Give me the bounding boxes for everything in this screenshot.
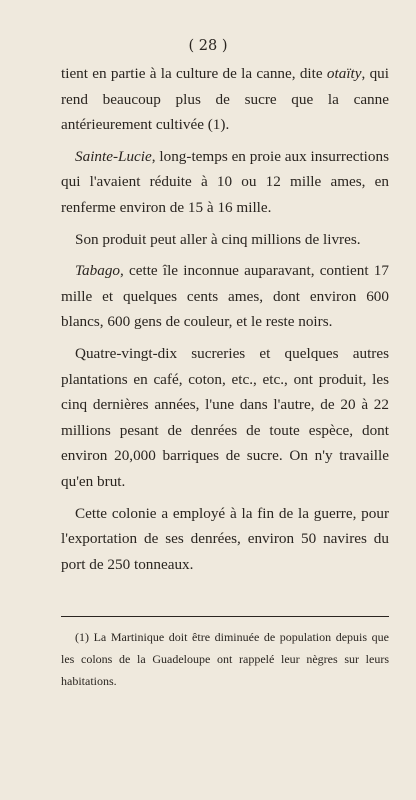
paragraph-continued xyxy=(61,61,389,138)
paragraph-tabago xyxy=(61,258,389,335)
footnote xyxy=(61,627,389,692)
paragraph-text: Son produit peut aller à cinq millions de livres. xyxy=(75,230,361,248)
paragraph-sainte-lucie xyxy=(61,144,389,221)
paragraph-text: , qui rend beaucoup plus de sucre que la canne antérieurement cultivée (1). xyxy=(61,65,389,134)
footnote-rule xyxy=(61,616,389,617)
paragraph-exportation xyxy=(61,501,389,578)
paragraph-text: tient en partie à la culture de la canne, dite xyxy=(61,65,327,82)
paragraph-sucreries xyxy=(61,341,389,495)
paragraph-text: , long-temps en proie aux insurrections qui l'avaient réduite à 10 ou 12 mille ames, en renferme environ de 15 à 16 mille. xyxy=(61,147,389,216)
place-name-tabago: Tabago xyxy=(75,262,121,280)
paragraph-text: Quatre-vingt-dix sucreries et quelques autres plantations en café, coton, etc., etc., ont produit, les cinq dernières années, l'une dans l'autre, de 20 à 22 millions pesant de denrées de toute espèce, dont environ 20,000 barriques de sucre. On n'y travaille qu'en brut. xyxy=(61,344,389,490)
place-name-sainte-lucie: Sainte-Lucie xyxy=(75,147,152,165)
paragraph-text: , cette île inconnue auparavant, contient 17 mille et quelques cents ames, dont environ 600 blancs, 600 gens de couleur, et le reste noirs. xyxy=(61,262,389,331)
paragraph-produit xyxy=(61,227,389,253)
footnote-text: (1) La Martinique doit être diminuée de population depuis que les colons de la Guadeloupe ont rappelé leur nègres sur leurs habitations. xyxy=(61,630,389,688)
body-text xyxy=(61,61,389,577)
cane-variety-term: otaïty xyxy=(326,65,362,82)
page-number: ( 28 ) xyxy=(188,38,228,54)
footnotes xyxy=(61,627,389,692)
paragraph-text: Cette colonie a employé à la fin de la guerre, pour l'exportation de ses denrées, environ 50 navires du port de 250 tonneaux. xyxy=(61,504,389,573)
